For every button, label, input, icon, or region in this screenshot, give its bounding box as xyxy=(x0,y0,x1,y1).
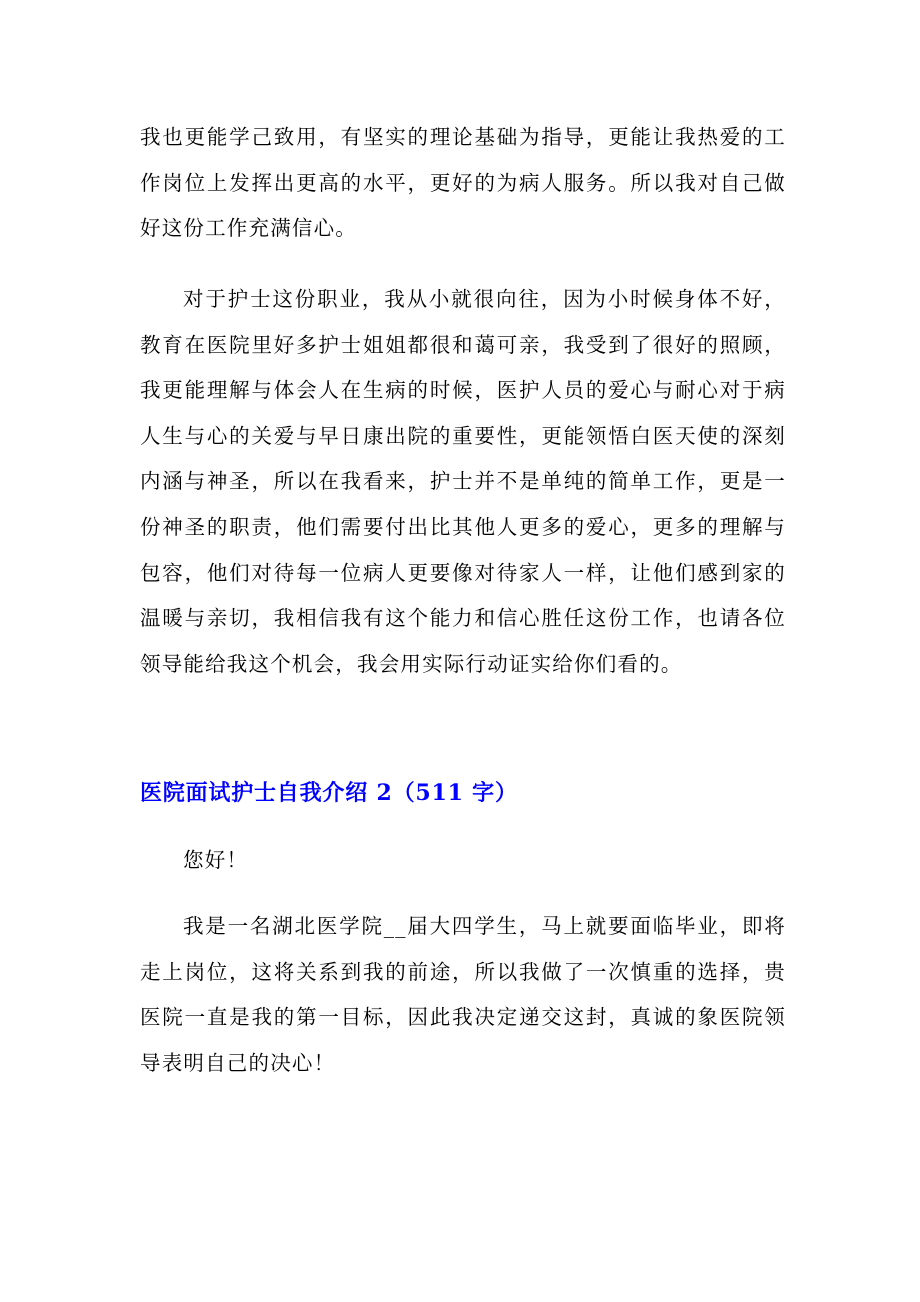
paragraph-intro: 我是一名湖北医学院__届大四学生，马上就要面临毕业，即将走上岗位，这将关系到我的前途，所以我做了一次慎重的选择，贵医院一直是我的第一目标，因此我决定递交这封，真诚的象医院领导表明自己的决心！ xyxy=(140,914,786,1075)
greeting: 您好！ xyxy=(183,848,249,872)
section-heading: 医院面试护士自我介绍 2（511 字） xyxy=(140,780,518,806)
paragraph-motivation: 对于护士这份职业，我从小就很向往，因为小时候身体不好，教育在医院里好多护士姐姐都很和蔼可亲，我受到了很好的照顾，我更能理解与体会人在生病的时候，医护人员的爱心与耐心对于病人生与心的关爱与早日康出院的重要性，更能领悟白医天使的深刻内涵与神圣，所以在我看来，护士并不是单纯的简单工作，更是一份神圣的职责，他们需要付出比其他人更多的爱心，更多的理解与包容，他们对待每一位病人更要像对待家人一样，让他们感到家的温暖与亲切，我相信我有这个能力和信心胜任这份工作，也请各位领导能给我这个机会，我会用实际行动证实给你们看的。 xyxy=(140,287,786,676)
paragraph-continued: 我也更能学己致用，有坚实的理论基础为指导，更能让我热爱的工作岗位上发挥出更高的水平，更好的为病人服务。所以我对自己做好这份工作充满信心。 xyxy=(140,125,786,241)
